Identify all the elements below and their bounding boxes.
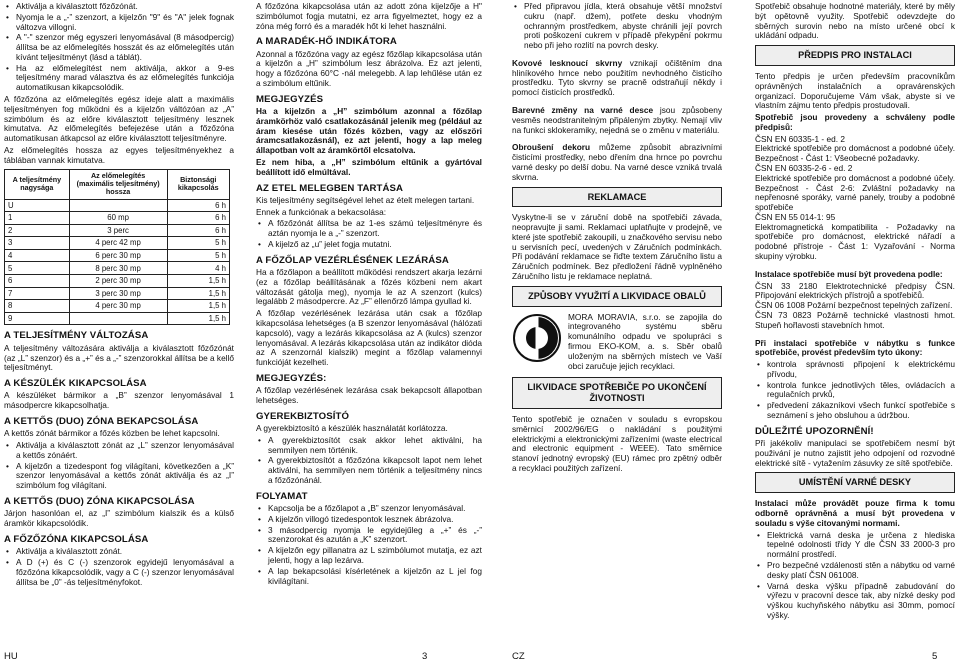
text: jsou způsobeny vesměs neodstranitelným připáleným zbytky. Nemají vliv na funkci sklokeramiky, nejedná se o změnu v materiálu.	[512, 105, 723, 135]
footer-language-right: CZ	[512, 651, 525, 662]
list-item: • A kijelzőn villogó tizedespontok lesznek ábrázolva.	[256, 515, 482, 525]
section-heading: A KETTŐS (DUO) ZÓNA BEKAPCSOLÁSA	[4, 415, 199, 427]
zone-off-list	[4, 547, 234, 587]
table-cell: 1,5 h	[167, 287, 230, 300]
paragraph: Ennek a funkciónak a bekacsolása:	[256, 206, 387, 217]
green-dot-recycle-icon	[512, 313, 562, 363]
footer-language-left: HU	[4, 651, 18, 662]
table-row	[5, 287, 230, 300]
text: vznikají očištěním dna hliníkového hrnce nebo použitím nevhodného čisticího prostředku. Tyto skvrny se pracně odstraňují někdy i pomocí čisticích prostředků.	[512, 57, 723, 98]
list-item: • Pro bezpečné vzdálenosti stěn a nábytku od varné desky platí ČSN 061008.	[755, 561, 955, 581]
paragraph: A főzőzóna az előmelegítés egész ideje alatt a maximális teljesítményen fog működni és a kijelzőn váltózóan az „A” szimbólum és az előre kiválasztott teljesítmény lesznek kimutatva. Az előmelegítés befejezése után a főzőzóna automatikusan átkapcsol az előre kiválasztott teljesítményre.	[4, 94, 234, 144]
paragraph: Ha a főzőlapon a beállított működési rendszert akarja lezárni (ez a főzőlap beállításának a főzés közbeni nem akart változását gátolja meg), nyomja le az A szenzort (kulcs) legalább 2 másodpercre. Az „F” ellenőrző lámpa gyullad ki.	[256, 267, 482, 307]
disposal-heading-box: LIKVIDACE SPOTŘEBIČE PO UKONČENÍ ŽIVOTNOSTI	[512, 377, 722, 409]
column-1	[4, 2, 234, 589]
table-cell: 4	[5, 249, 70, 262]
list-item: • A D (+) és C (-) szenzorok egyidejű lenyomásával a főzőzóna kikapcsolódik, vagy a C (-) szenzor lenyomásával állítsa be „0” -ás teljesítményfokot.	[4, 558, 234, 587]
table-cell: 4 h	[167, 262, 230, 275]
table-cell: 5 h	[167, 237, 230, 250]
list-item: • Varná deska výšku případně zabudování do výřezu v pracovní desce tak, aby nízké desky pod výškou kuchyňského nábytku asi 30mm, pomocí výšky.	[755, 582, 955, 621]
paragraph: A kettős zónát bármikor a főzés közben be lehet kapcsolni.	[4, 428, 220, 439]
table-cell: 3 perc 30 mp	[69, 287, 167, 300]
paragraph: A főzőlap vezérlésének lezárása után csak a főzőlap kikapcsolása lehetséges (a B szenzor lenyomásával (hálózati kapcsoló), vagy a lezárás kikapcsolása az A (kulcs) szenzor lenyomásával. A lezárás kikapcsolása után az indikátor dióda az A szenzornál kialszik) megint a főzőlap valamennyi funkcióját kezelheti.	[256, 308, 482, 368]
list-item: • kontrola funkce jednotlivých těles, ovládacích a regulačních prvků,	[755, 381, 955, 401]
table-row	[5, 262, 230, 275]
table-row	[5, 300, 230, 313]
paragraph: A főzőzóna kikapcsolása után az adott zóna kijelzője a H" szimbólumot fogja mutatni, ez arra figyelmeztet, hogy ez a zóna még forró és a maradék hőt ki lehet használni.	[256, 1, 482, 31]
paragraph: A készüléket bármikor a „B” szenzor lenyomásával 1 másodpercre kikapcsolhatja.	[4, 390, 234, 411]
paragraph: A gyerekbiztosító a készülék használatát korlátozza.	[256, 423, 448, 434]
text: můžeme způsobit abrazivními čisticími prostředky, nebo dřením dna hrnce po povrchu varné desky po delší dobu. Na varné desce vzniká trvalá skvrna.	[512, 142, 722, 182]
table-cell: 6 perc 30 mp	[69, 249, 167, 262]
table-cell: 7	[5, 287, 70, 300]
table-cell: 8	[5, 300, 70, 313]
table-header: Biztonsági kikapcsolás	[167, 169, 230, 199]
table-cell: 6 h	[167, 212, 230, 225]
section-heading: MEGJEGYZÉS	[256, 93, 324, 105]
section-heading: GYEREKBIZTOSÍTÓ	[256, 410, 350, 422]
paragraph-bold: Instalace spotřebiče musí být provedena podle:	[755, 268, 943, 279]
procedure-list	[256, 504, 482, 586]
table-cell	[69, 312, 167, 325]
paragraph: Tento spotřebič je označen v souladu s evropskou směrnicí 2002/96/EG o nakládání s použitými elektrickými a elektronickými zařízeními (waste electrical and electronic equipment - WEEE). Tato směrnice stanoví jednotný evropský (EU) rámec pro zpětný odběr a recyklaci použitých zařízení.	[512, 414, 722, 473]
table-row	[5, 212, 230, 225]
list-item: • A kijelzőn egy pillanatra az L szimbólumot mutatja, ez azt jelenti, hogy a lap lezárva.	[256, 546, 482, 566]
table-cell: 1,5 h	[167, 275, 230, 288]
section-heading: AZ ETEL MELEGBEN TARTÁSA	[256, 182, 404, 194]
column-4	[755, 2, 955, 623]
list-item: • Kapcsolja be a főzőlapot a „B” szenzor lenyomásával.	[256, 504, 482, 514]
table-row	[5, 237, 230, 250]
paragraph: Azonnal a főzőzóna vagy az egész főzőlap kikapcsolása után a kijelzőn a „H” szimbólum lesz ábrázolva. Ez azt jelenti, hogy a főzőzóna 60°C -nál melegebb. A lap lehűlése után ez a szimbólum eltűnik.	[256, 48, 482, 88]
keep-warm-list	[256, 219, 482, 249]
list-item: • Před připravou jídla, která obsahuje větší množství cukru (např. džem), potřete desku vhodným ochranným prostředkem, abyste chránili její povrch proti poškození cukrem v případě překypění pokrmu nebo při jeho rozlití na povrch desky.	[512, 2, 722, 51]
table-cell: 1,5 h	[167, 300, 230, 313]
table-cell: 4 perc 42 mp	[69, 237, 167, 250]
footer-page-right: 5	[932, 651, 938, 662]
list-item: • A "-" szenzor még egyszeri lenyomásával (8 másodpercig) állítsa be az előmelegítés hosszát és az előmelegítés után kívánt teljesítményt (lásd a táblát).	[4, 33, 234, 62]
table-cell: 6 h	[167, 199, 230, 212]
installation-standards: ČSN 33 2180 Elektrotechnické předpisy ČSN. Připojování elektrických přístrojů a spotřebičů. ČSN 06 1008 Požární bezpečnost tepelných zařízení. ČSN 73 0823 Požárně technické vlastnosti hmot. Stupeň hořlavosti stavebních hmot.	[755, 280, 955, 330]
table-cell: 1	[5, 212, 70, 225]
paragraph-bold: Ha a kijelzőn a „H” szimbólum azonnal a főzőlap áramkörhöz való csatlakozásánál jelenik meg (például az áram kiesése után főzés közben, vagy az előszöri áramcsatlakozásnál), ez azt jelenti, hogy a lap meleg állapotban volt az áramkörtől elcsatolva.	[256, 106, 482, 156]
dual-on-list	[4, 441, 234, 491]
standards-text: ČSN EN 60335-1 - ed. 2 Elektrické spotřebiče pro domácnost a podobné účely. Bezpečnost - Část 1: Všeobecné požadavky. ČSN EN 60335-2-6 - ed. 2 Elektrické spotřebiče pro domácnost a podobné účely. Bezpečnost - Část 2-6: Zvláštní požadavky na nepřenosné sporáky, varné panely, trouby a podobné spotřebiče ČSN EN 55 014-1: 95 Elektromagnetická kompatibilita - Požadavky na spotřebiče pro domácnost, elektrické nářadí a podobné přístroje - Část 1: Vyzařování - Norma skupiny výrobku.	[755, 133, 955, 262]
table-row	[5, 199, 230, 212]
placement-heading-box: UMÍSTĚNÍ VARNÉ DESKY	[755, 472, 955, 493]
table-cell: 2 perc 30 mp	[69, 275, 167, 288]
column-2	[256, 2, 482, 588]
table-header-row	[5, 169, 230, 199]
paragraph: Tento předpis je určen především pracovníkům oprávněných instalačních a opravárenských organizací. Doporučujeme Vám však, abyste si ve vlastním zájmu tento předpis prostudovali.	[755, 70, 955, 111]
paragraph: Kis teljesítmény segítségével lehet az ételt melegen tartani.	[256, 194, 475, 205]
column-3	[512, 2, 722, 476]
table-cell: 2	[5, 224, 70, 237]
list-item: • Aktiválja a kiválasztott főzőzónát.	[4, 2, 234, 12]
paragraph: Při jakékoliv manipulaci se spotřebičem nesmí být použivání je nutno zajistit jeho odpojení od rozvodné elektrické sítě - vytažením zásuvky ze sítě spotřebiče.	[755, 438, 955, 468]
list-item: • kontrola správnosti připojení k elektrickému přívodu,	[755, 360, 955, 380]
table-cell: 3 perc	[69, 224, 167, 237]
paragraph-bold: Instalaci může provádět pouze firma k tomu odborně oprávněná a musí být provedena v souladu s výše citovanými normami.	[755, 498, 955, 528]
paragraph	[512, 59, 722, 98]
installation-heading-box: PŘEDPIS PRO INSTALACI	[755, 45, 955, 66]
term: Barevné změny na varné desce	[512, 105, 654, 116]
installation-checks-list	[755, 360, 955, 421]
section-heading: DŮLEŽITÉ UPOZORNĚNÍ!	[755, 425, 874, 437]
preheat-steps-list	[4, 2, 234, 93]
table-row	[5, 275, 230, 288]
paragraph: Járjon hasonlóan el, az „I” szimbólum kialszik és a külső áramkör kikapcsolódik.	[4, 508, 234, 529]
list-item: • A főzőzónát állítsa be az 1-es számú teljesítményre és aztán nyomja le a „-” szenzort.	[256, 219, 482, 239]
table-cell: 5	[5, 262, 70, 275]
footer-page-left: 3	[422, 651, 428, 662]
table-cell: U	[5, 199, 70, 212]
paragraph: Az előmelegítés hossza az egyes teljesítményekhez a táblában vannak kimutatva.	[4, 144, 234, 165]
list-item: • A kijelző az „u” jelet fogja mutatni.	[256, 240, 482, 250]
table-cell: 9	[5, 312, 70, 325]
section-heading: A KETTŐS (DUO) ZÓNA KIKAPCSOLÁSA	[4, 495, 195, 507]
list-item: • A kijelzőn a tizedespont fog világítani, következően a „K” szenzor lenyomásával a kettős zónát aktiválja és az „I” szimbólum fog világítani.	[4, 462, 234, 491]
packaging-heading-box: ZPŮSOBY VYUŽITÍ A LIKVIDACE OBALŮ	[512, 286, 722, 307]
section-heading: A TELJESÍTMÉNY VÁLTOZÁSA	[4, 330, 149, 342]
paragraph: MORA MORAVIA, s.r.o. se zapojila do integrovaného systému sběru komunálního odpadu ve spolupráci s firmou EKO-KOM, a. s. Sběr obalů uloženým na sběrných místech ve Vaší obci zaručuje jejich recyklaci.	[568, 311, 722, 371]
placement-list	[755, 531, 955, 621]
section-heading: A MARADÉK-HŐ INDIKÁTORA	[256, 36, 397, 48]
list-item: • A gyerekbiztosítót a főzőzóna kikapcsolt lapot nem lehet aktiválni, ha semmilyen nem történik a teljesítmény nincs a főzőzónánál.	[256, 456, 482, 485]
sugar-warning-list	[512, 2, 722, 51]
table-cell: 3	[5, 237, 70, 250]
section-heading: A FŐZŐZÓNA KIKAPCSOLÁSA	[4, 533, 149, 545]
list-item: • předvedení zákazníkovi všech funkcí spotřebiče s seznámení s jeho obsluhou a údržbou.	[755, 401, 955, 421]
table-cell: 5 h	[167, 249, 230, 262]
section-heading: FOLYAMAT	[256, 490, 308, 502]
table-cell: 6	[5, 275, 70, 288]
table-cell: 4 perc 30 mp	[69, 300, 167, 313]
section-heading: A KÉSZÜLÉK KIKAPCSOLÁSA	[4, 378, 147, 390]
table-row	[5, 312, 230, 325]
paragraph: Vyskytne-li se v záruční době na spotřebiči závada, neopravujte ji sami. Reklamaci uplatňujte v prodejně, ve které jste spotřebič zakoupili, u značkového servisu nebo u servisních pecí, uvedených v Záručních podmínkách. Při podávání reklamace se řiďte textem Záručního listu a Záručních podmínek. Bez předložení řádně vyplněného Záručního listu je reklamace neplatná.	[512, 212, 722, 282]
list-item: • Aktiválja a kiválasztott zónát.	[4, 547, 234, 557]
paragraph	[512, 143, 722, 182]
list-item: • A lap bekapcsolási kísérletének a kijelzőn az L jel fog kivilágítani.	[256, 567, 482, 587]
recycling-block	[512, 313, 722, 374]
table-cell	[69, 199, 167, 212]
table-cell: 60 mp	[69, 212, 167, 225]
section-heading: A FŐZŐLAP VEZÉRLÉSÉNEK LEZÁRÁSA	[256, 254, 449, 266]
table-cell: 6 h	[167, 224, 230, 237]
list-item: • Elektrická varná deska je určena z hlediska tepelné odolnosti třídy Y dle ČSN 33 2000-3 pro normální prostředí.	[755, 531, 955, 560]
paragraph	[512, 106, 722, 135]
preheat-table	[4, 169, 230, 326]
table-header: Az előmelegítés (maximális teljesítmény) hossza	[69, 169, 167, 199]
term: Kovové lesknoucí skvrny	[512, 57, 623, 68]
table-header: A teljesítmény nagysága	[5, 169, 70, 199]
paragraph: Spotřebič obsahuje hodnotné materiály, které by měly být opětovně využity. Spotřebič odevzdejte do sběrných surovin nebo na místo určené obcí k ukládání odpadu.	[755, 1, 955, 41]
paragraph-bold: Při instalaci spotřebiče v nábytku s funkce spotřebiče, provést především tyto úkony:	[755, 337, 955, 358]
term: Obroušení dekoru	[512, 142, 591, 153]
table-row	[5, 224, 230, 237]
paragraph-bold: Ez nem hiba, a „H” szimbólum eltűnik a gyártóval beállított idő elmúltával.	[256, 157, 482, 177]
list-item: • A gyerekbiztosítót csak akkor lehet aktiválni, ha semmilyen nem történik.	[256, 436, 482, 456]
list-item: • 3 másodpercig nyomja le egyidejűleg a „+” és „-” szenzorokat és azután a „K” szenzort.	[256, 526, 482, 546]
list-item: • Nyomja le a „-” szenzort, a kijelzőn "9" és "A" jelek fognak változva villogni.	[4, 13, 234, 33]
paragraph-bold: Spotřebič jsou provedeny a schváleny podle předpisů:	[755, 112, 955, 132]
claims-heading-box: REKLAMACE	[512, 187, 722, 208]
list-item: • Aktiválja a kiválasztott zónát az „L” szenzor lenyomásával a kettős zónáért.	[4, 441, 234, 461]
section-heading: MEGJEGYZÉS:	[256, 372, 327, 384]
list-item: • Ha az előmelegítést nem aktiválja, akkor a 9-es teljesítmény marad választva és az előmelegítés funkciója automatikusan kikapcsolódik.	[4, 64, 234, 93]
paragraph: A teljesítmény változására aktiválja a kiválasztott főzőzónát (az „L” szenzor) és a „+” és a „-” szenzorokkal állítsa be a kellő teljesítményt.	[4, 342, 234, 373]
table-row	[5, 249, 230, 262]
child-lock-list	[256, 436, 482, 486]
paragraph: A főzőlap vezérlésének lezárása csak bekapcsolt állapotban lehetséges.	[256, 385, 482, 405]
table-cell: 1,5 h	[167, 312, 230, 325]
table-cell: 8 perc 30 mp	[69, 262, 167, 275]
